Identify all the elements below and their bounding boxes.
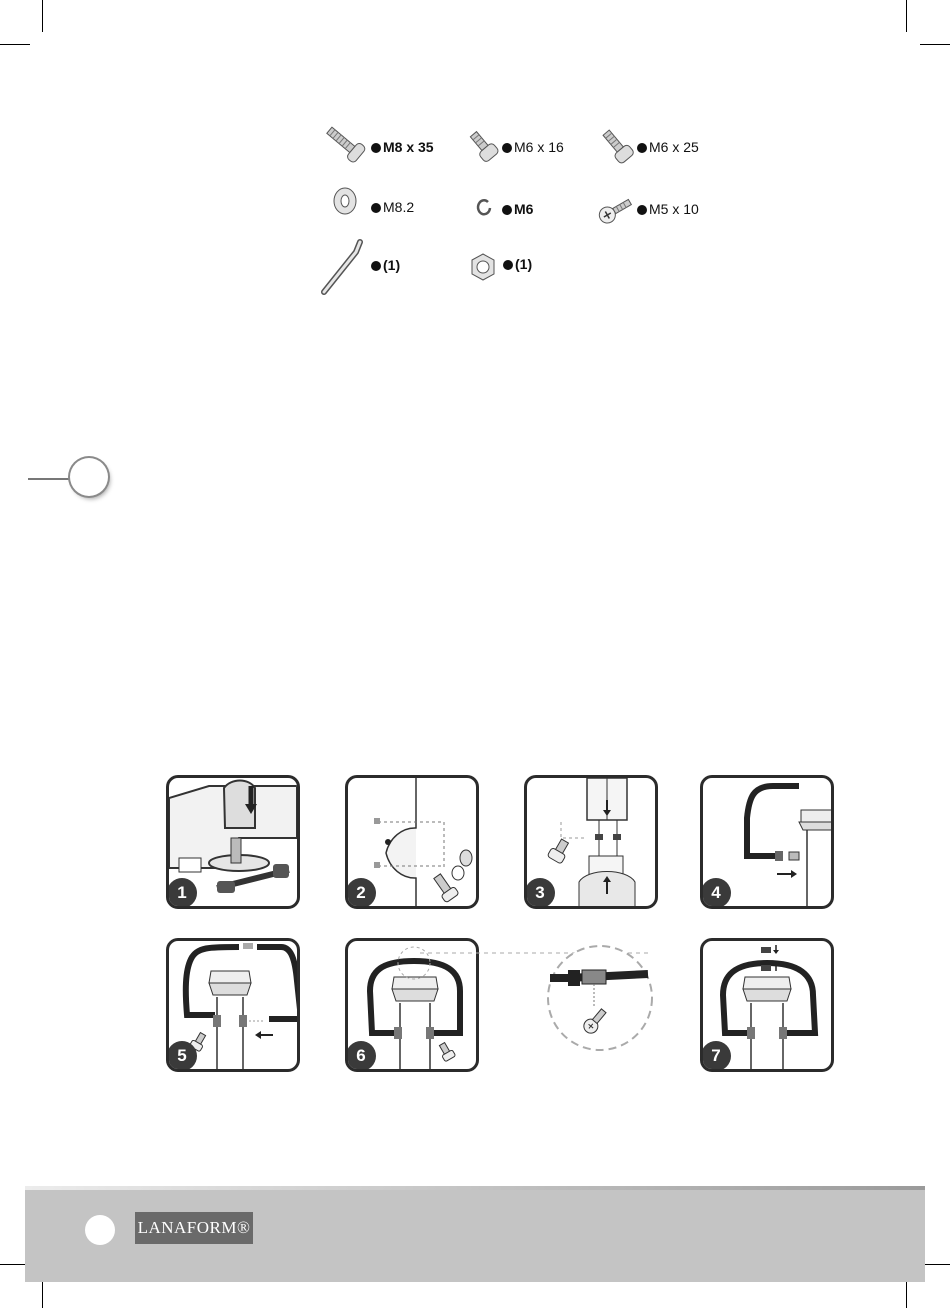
hardware-item: (1): [371, 257, 400, 273]
step-number-badge: 6: [346, 1041, 376, 1071]
step-panel: [700, 775, 834, 909]
step-number-badge: 5: [167, 1041, 197, 1071]
screw-icon: [596, 194, 636, 226]
hardware-item: M5 x 10: [637, 201, 699, 217]
hardware-item: M6 x 25: [637, 139, 699, 155]
washer-icon: [332, 186, 358, 216]
bullet-icon: [371, 203, 381, 213]
bullet-icon: [502, 205, 512, 215]
bolt-icon: [602, 128, 636, 168]
hardware-item: M8.2: [371, 199, 414, 215]
crop-mark: [906, 0, 907, 32]
step-number-badge: 2: [346, 878, 376, 908]
detail-zoom-circle: [544, 944, 656, 1052]
crop-mark: [0, 44, 30, 45]
bolt-icon: [468, 128, 502, 168]
nut-icon: [466, 252, 500, 282]
bullet-icon: [637, 205, 647, 215]
hardware-item: M8 x 35: [371, 139, 434, 155]
hardware-item: (1): [503, 256, 532, 272]
crop-mark: [42, 0, 43, 32]
section-marker: [70, 458, 108, 496]
step-panel: [524, 775, 658, 909]
crop-mark: [42, 1278, 43, 1308]
step-number-badge: 3: [525, 878, 555, 908]
hardware-item: M6 x 16: [502, 139, 564, 155]
bullet-icon: [371, 143, 381, 153]
step-panel: [345, 775, 479, 909]
bullet-icon: [502, 143, 512, 153]
step-number-badge: 7: [701, 1041, 731, 1071]
crop-mark: [906, 1278, 907, 1308]
spring-washer-icon: [476, 198, 494, 218]
hardware-item: M6: [502, 201, 533, 217]
bolt-icon: [325, 120, 369, 170]
step-panel: [166, 775, 300, 909]
step-number-badge: 1: [167, 878, 197, 908]
bullet-icon: [503, 260, 513, 270]
page-number-circle: [85, 1215, 115, 1245]
step-panel: [166, 938, 300, 1072]
step-panel: [700, 938, 834, 1072]
bullet-icon: [371, 261, 381, 271]
brand-logo: LANAFORM®: [135, 1212, 253, 1244]
bullet-icon: [637, 143, 647, 153]
step-number-badge: 4: [701, 878, 731, 908]
allen-key-icon: [318, 236, 370, 298]
crop-mark: [920, 44, 950, 45]
section-marker-line: [28, 478, 72, 480]
